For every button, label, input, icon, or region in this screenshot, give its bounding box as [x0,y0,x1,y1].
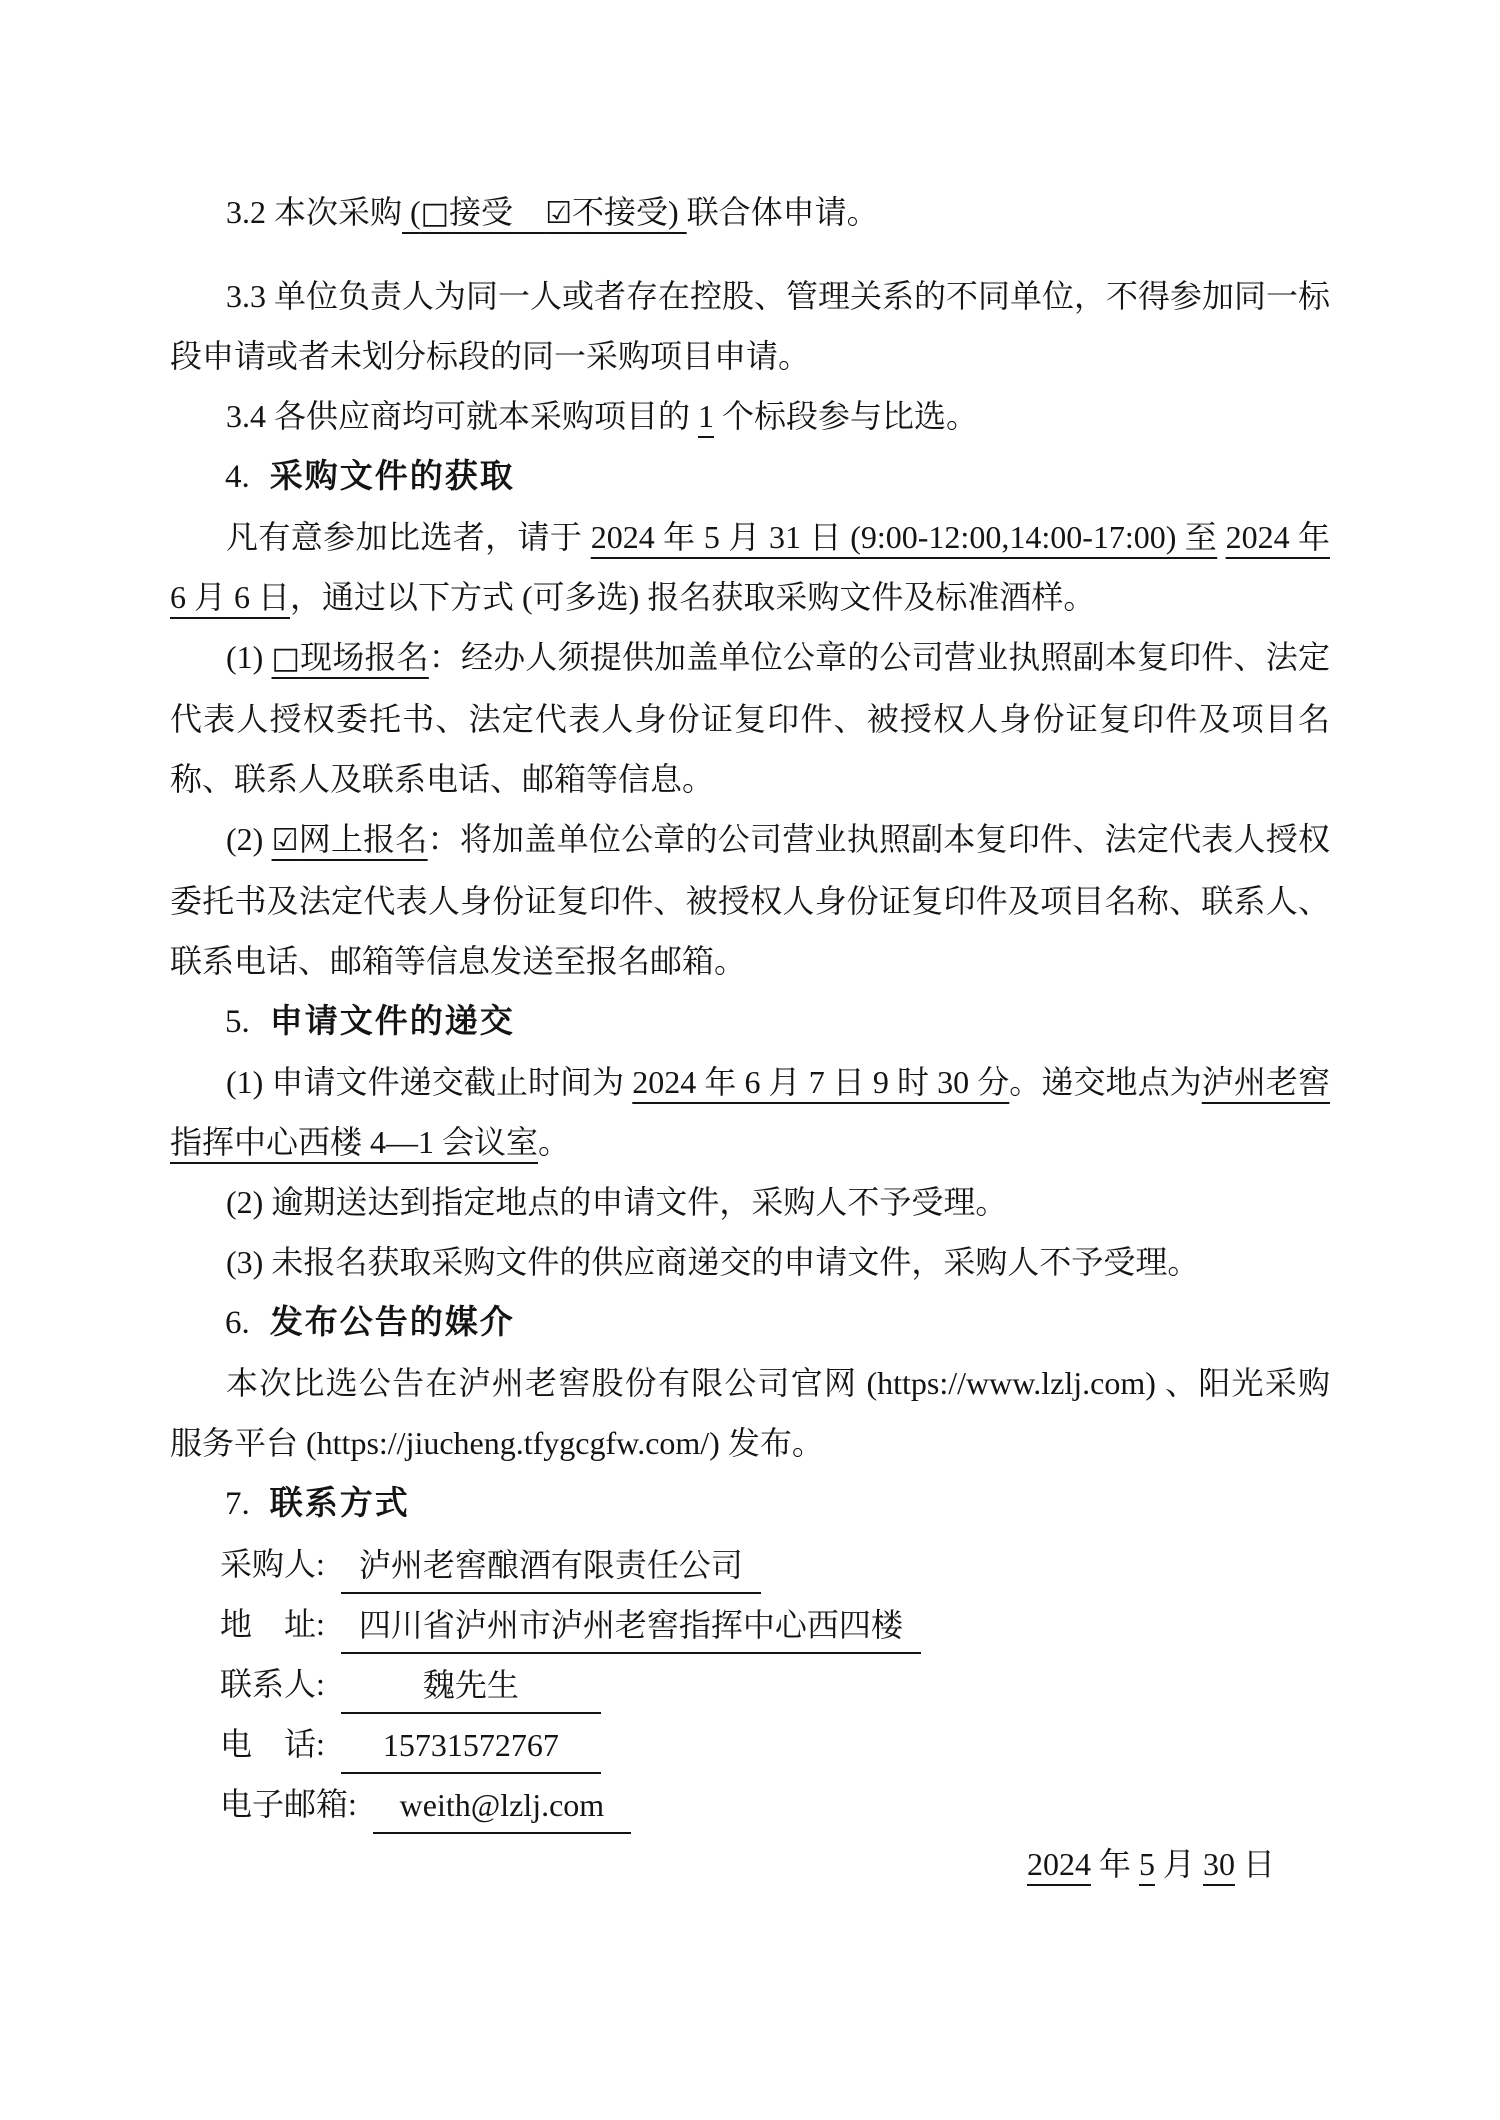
phone-value: 15731572767 [341,1718,601,1774]
online-method-description: ：将加盖单位公章的公司营业执照副本复印件、法定代表人授权委托书及法定代表人身份证复印件、被授权人身份证复印件及项目名称、联系人、联系电话、邮箱等信息发送至报名邮箱。 [170,821,1330,979]
checkbox-unchecked-icon: □ [271,641,301,676]
reject-option-label: 不接受 [571,194,668,230]
month-suffix: 月 [1154,1846,1203,1882]
section-6-heading [170,1292,1330,1353]
registration-start-date: 2024 年 5 月 31 日 (9:00-12:00,14:00-17:00) 至 [590,519,1218,555]
section-6-number: 6. [225,1305,250,1341]
section-7-title: 联系方式 [269,1483,410,1522]
item-2-marker: (2) [226,821,272,857]
item-1-marker: (1) [226,639,272,675]
online-registration-paragraph [170,809,1330,991]
issue-day: 30 [1202,1846,1235,1882]
email-value: weith@lzlj.com [373,1778,631,1834]
clause-3-4-paragraph [170,386,1330,446]
submission-place-value: 泸州老窖指挥中心西楼 4—1 会议室 [170,1064,1330,1160]
submission-deadline-value: 2024 年 6 月 7 日 9 时 30 分 [632,1064,1010,1100]
clause-3-4-lead: 3.4 各供应商均可就本采购项目的 [226,398,699,434]
email-label: 电子邮箱: [220,1786,357,1822]
checkbox-checked-icon: ☑ [271,823,299,858]
day-suffix: 日 [1234,1846,1275,1882]
registration-end-date: 2024 年 6 月 6 日 [170,519,1330,615]
year-suffix: 年 [1090,1846,1139,1882]
registration-lead: 凡有意参加比选者，请于 [226,519,591,555]
section-7-number: 7. [225,1486,250,1522]
section-7-heading [170,1473,1330,1534]
accept-option-label: 接受 [449,194,514,230]
unregistered-submission-paragraph: (3) 未报名获取采购文件的供应商递交的申请文件，采购人不予受理。 [226,1244,1200,1280]
contact-person-label: 联系人: [220,1666,325,1702]
consortium-option-field [402,194,687,230]
address-row [220,1594,1330,1654]
section-5-title: 申请文件的递交 [269,1001,515,1040]
online-method-field [272,821,428,857]
purchaser-value: 泸州老窖酿酒有限责任公司 [341,1538,761,1594]
clause-3-2-paragraph [170,182,1330,244]
address-value: 四川省泸州市泸州老窖指挥中心西四楼 [341,1598,921,1654]
announcement-media-paragraph: 本次比选公告在泸州老窖股份有限公司官网 (https://www.lzlj.com) 、阳光采购服务平台 (https://jiucheng.tfygcgfw.com/) 发布。 [170,1365,1330,1461]
address-label: 地 址: [220,1606,325,1642]
clause-3-2-lead: 3.2 本次采购 [226,194,403,230]
deadline-tail: 。 [538,1124,571,1160]
date-separator [1217,519,1225,555]
email-row [220,1774,1330,1834]
contact-person-value: 魏先生 [341,1658,601,1714]
registration-tail: ，通过以下方式 (可多选) 报名获取采购文件及标准酒样。 [290,579,1096,615]
section-4-heading [170,446,1330,507]
option-gap [513,194,545,230]
purchaser-label: 采购人: [220,1546,325,1582]
issue-year: 2024 [1026,1846,1091,1882]
clause-3-2-tail: 联合体申请。 [686,194,879,230]
section-6-title: 发布公告的媒介 [269,1302,515,1341]
section-5-heading [170,991,1330,1052]
purchaser-row [220,1534,1330,1594]
paren-open: ( [402,194,421,230]
issue-date [170,1834,1330,1894]
clause-3-4-tail: 个标段参与比选。 [714,398,979,434]
late-submission-paragraph: (2) 逾期送达到指定地点的申请文件，采购人不予受理。 [226,1184,1008,1220]
onsite-method-label: 现场报名 [300,639,429,675]
submission-deadline-paragraph [170,1052,1330,1172]
phone-row [220,1714,1330,1774]
section-4-title: 采购文件的获取 [269,456,515,495]
section-4-number: 4. [225,459,250,495]
lot-count-value: 1 [698,398,715,434]
issue-month: 5 [1138,1846,1155,1882]
checkbox-checked-icon: ☑ [545,196,572,231]
online-method-label: 网上报名 [298,821,428,857]
deadline-lead: (1) 申请文件递交截止时间为 [226,1064,633,1100]
section-4-intro-paragraph [170,507,1330,627]
onsite-registration-paragraph [170,627,1330,809]
section-5-number: 5. [225,1004,250,1040]
phone-label: 电 话: [220,1726,325,1762]
onsite-method-field [272,639,429,675]
clause-3-3-paragraph: 3.3 单位负责人为同一人或者存在控股、管理关系的不同单位，不得参加同一标段申请或者未划分标段的同一采购项目申请。 [170,278,1331,374]
deadline-mid: 。递交地点为 [1009,1064,1202,1100]
contact-person-row [220,1654,1330,1714]
onsite-method-description: ：经办人须提供加盖单位公章的公司营业执照副本复印件、法定代表人授权委托书、法定代表人身份证复印件、被授权人身份证复印件及项目名称、联系人及联系电话、邮箱等信息。 [170,639,1330,797]
paren-close: ) [667,194,687,230]
checkbox-unchecked-icon: □ [420,196,450,231]
